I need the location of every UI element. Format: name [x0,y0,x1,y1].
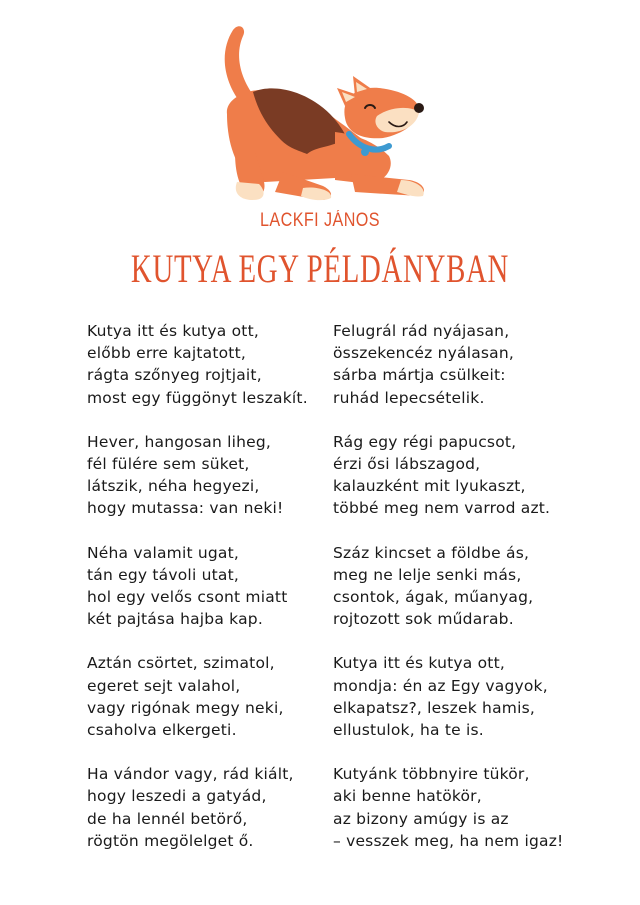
stanza [333,320,563,409]
poem-line: érzi ősi lábszagod, [333,455,481,474]
author-name: LACKFI JÁNOS [260,210,380,231]
poem-right-column [333,320,563,874]
stanza [87,320,308,409]
poem-line: előbb erre kajtatott, [87,344,246,363]
poem-line: Rág egy régi papucsot, [333,432,517,451]
stanza [87,652,308,741]
stanza [333,542,563,631]
poem-line: két pajtása hajba kap. [87,610,263,629]
poem-line: az bizony amúgy is az [333,809,509,828]
poem-left-column [87,320,308,874]
poem-line: vagy rigónak megy neki, [87,698,284,717]
stanza [87,431,308,520]
poem-line: tán egy távoli utat, [87,565,239,584]
poem-line: rágta szőnyeg rojtjait, [87,366,262,385]
poem-line: Hever, hangosan liheg, [87,432,272,451]
poem-line: rögtön megölelget ő. [87,831,254,850]
poem-line: de ha lennél betörő, [87,809,248,828]
poem-line: Felugrál rád nyájasan, [333,322,510,340]
stanza [333,652,563,741]
poem-line: meg ne lelje senki más, [333,565,522,584]
poem-line: Száz kincset a földbe ás, [333,543,530,562]
poem-line: rojtozott sok műdarab. [333,610,514,629]
poem-title: KUTYA EGY PÉLDÁNYBAN [130,246,510,291]
poem-line: mondja: én az Egy vagyok, [333,676,548,695]
poem-line: most egy függönyt leszakít. [87,388,308,407]
poem-line: Kutya itt és kutya ott, [87,322,259,340]
poem-line: fél fülére sem süket, [87,455,250,474]
stanza [333,431,563,520]
poem-line: Aztán csörtet, szimatol, [87,654,275,673]
poem-line: ruhád lepecsételik. [333,388,485,407]
poem-line: csaholva elkergeti. [87,721,237,740]
stanza [87,763,308,852]
poem-line: többé meg nem varrod azt. [333,499,551,518]
stanza [87,542,308,631]
poem-line: összekencéz nyálasan, [333,344,515,363]
poem-line: hogy leszedi a gatyád, [87,787,267,806]
poem-line: hol egy velős csont miatt [87,588,288,607]
poem-line: ellustulok, ha te is. [333,721,484,740]
poem-line: elkapatsz?, leszek hamis, [333,698,535,717]
dog-stretching-icon [205,22,435,207]
poem-line: – vesszek meg, ha nem igaz! [333,831,564,850]
poem-line: Kutyánk többnyire tükör, [333,765,530,784]
stanza [333,763,563,852]
poem-line: aki benne hatökör, [333,787,482,806]
poem-line: kalauzként mit lyukaszt, [333,477,526,496]
poem-line: csontok, ágak, műanyag, [333,588,534,607]
poem-line: hogy mutassa: van neki! [87,499,284,518]
poem-line: Néha valamit ugat, [87,543,240,562]
poem-line: Kutya itt és kutya ott, [333,654,505,673]
poem-line: sárba mártja csülkeit: [333,366,506,385]
poem-line: Ha vándor vagy, rád kiált, [87,765,294,784]
poem-line: egeret sejt valahol, [87,676,241,695]
poem-line: látszik, néha hegyezi, [87,477,260,496]
